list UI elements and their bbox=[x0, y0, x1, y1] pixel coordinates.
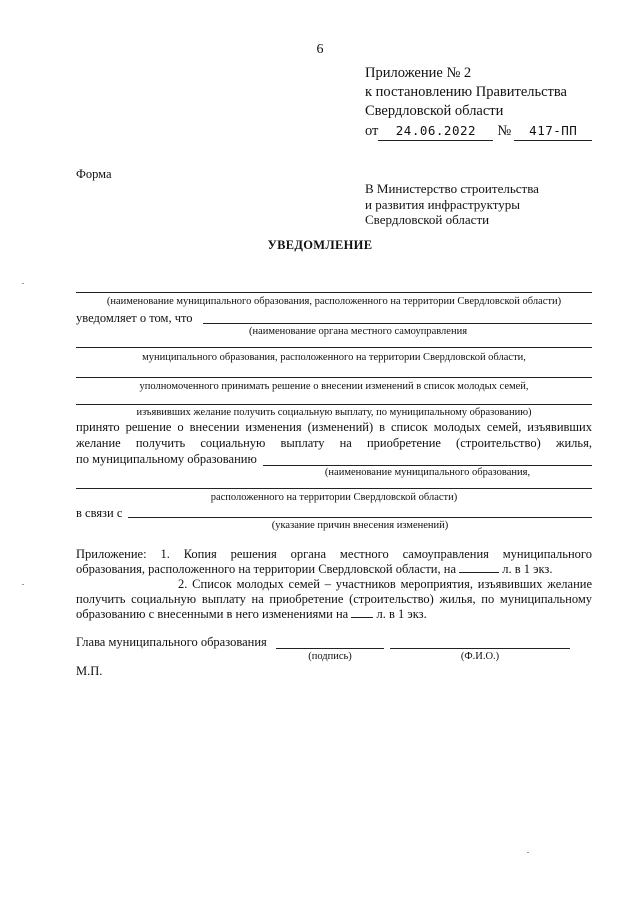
attachment-2-line-3 bbox=[76, 607, 427, 622]
document-title: УВЕДОМЛЕНИЕ bbox=[267, 238, 373, 252]
caption-authority-4: изъявивших желание получить социальную выплату, по муниципальному образованию) bbox=[136, 407, 532, 418]
addressee-line-1: В Министерство строительства bbox=[365, 181, 539, 196]
caption-signature: (подпись) bbox=[308, 651, 352, 662]
attachment-2-sheets-label: л. в 1 экз. bbox=[376, 607, 427, 621]
attachment-2-sheets-field[interactable] bbox=[351, 607, 373, 618]
notifies-label: уведомляет о том, что bbox=[76, 311, 193, 325]
full-name-field[interactable] bbox=[390, 648, 570, 649]
signature-label: Глава муниципального образования bbox=[76, 635, 267, 649]
attachment-2-line-1: 2. Список молодых семей – участников мероприятия, изъявивших желание bbox=[178, 577, 592, 591]
addressee-block bbox=[365, 181, 539, 228]
authority-name-field-3[interactable] bbox=[76, 377, 592, 378]
authority-name-field[interactable] bbox=[203, 323, 592, 324]
decision-line-2: желание получить социальную выплату на приобретение (строительство) жилья, bbox=[76, 436, 592, 450]
addressee-line-2: и развития инфраструктуры bbox=[365, 196, 521, 212]
caption-authority-2: муниципального образования, расположенного на территории Свердловской области, bbox=[142, 352, 526, 363]
due-to-label: в связи с bbox=[76, 506, 123, 520]
stamp-label: М.П. bbox=[76, 664, 103, 678]
resolution-date: 24.06.2022 bbox=[378, 121, 493, 141]
scan-speck bbox=[22, 283, 24, 284]
attachment-1-sheets-label: л. в 1 экз. bbox=[502, 562, 553, 576]
number-label: № bbox=[497, 123, 512, 139]
caption-authority-3: уполномоченного принимать решение о внесении изменений в список молодых семей, bbox=[139, 381, 529, 392]
by-municipality-label: по муниципальному образованию bbox=[76, 452, 257, 466]
municipality-name-field-2[interactable] bbox=[263, 465, 592, 466]
attachment-1-text: образования, расположенного на территории Свердловской области, на bbox=[76, 562, 456, 576]
authority-name-field-2[interactable] bbox=[76, 347, 592, 348]
page-number: 6 bbox=[316, 42, 324, 57]
authority-name-field-4[interactable] bbox=[76, 404, 592, 405]
appendix-date-line bbox=[365, 121, 592, 141]
from-label: от bbox=[365, 123, 379, 139]
signature-field[interactable] bbox=[276, 648, 384, 649]
caption-full-name: (Ф.И.О.) bbox=[460, 651, 500, 662]
caption-municipality-2a: (наименование муниципального образования, bbox=[324, 467, 531, 478]
attachment-2-text: образованию с внесенными в него изменениями на bbox=[76, 607, 349, 621]
resolution-number: 417-ПП bbox=[514, 121, 592, 141]
addressee-line-3: Свердловской области bbox=[365, 212, 490, 227]
scan-speck bbox=[22, 584, 24, 585]
attachment-1-line-1: Приложение: 1. Копия решения органа местного самоуправления муниципального bbox=[76, 547, 592, 561]
reasons-field[interactable] bbox=[128, 517, 592, 518]
appendix-line-2: к постановлению Правительства bbox=[365, 84, 567, 100]
municipality-name-field[interactable] bbox=[76, 292, 592, 293]
scan-speck bbox=[527, 852, 529, 853]
appendix-line-3: Свердловской области bbox=[365, 103, 504, 119]
decision-line-1: принято решение о внесении изменения (изменений) в список молодых семей, изъявивших bbox=[76, 420, 592, 434]
caption-authority-1: (наименование органа местного самоуправления bbox=[248, 326, 468, 337]
caption-municipality-2b: расположенного на территории Свердловской области) bbox=[210, 492, 458, 503]
attachment-1-sheets-field[interactable] bbox=[459, 562, 499, 573]
attachment-1-line-2 bbox=[76, 562, 552, 577]
form-label: Форма bbox=[76, 167, 112, 181]
caption-municipality: (наименование муниципального образования, расположенного на территории Свердловской области) bbox=[106, 296, 562, 307]
attachment-2-line-2: получить социальную выплату на приобретение (строительство) жилья, по муниципальному bbox=[76, 592, 592, 606]
caption-reasons: (указание причин внесения изменений) bbox=[271, 520, 449, 531]
appendix-header bbox=[365, 64, 592, 141]
municipality-name-field-3[interactable] bbox=[76, 488, 592, 489]
appendix-line-1: Приложение № 2 bbox=[365, 65, 472, 81]
